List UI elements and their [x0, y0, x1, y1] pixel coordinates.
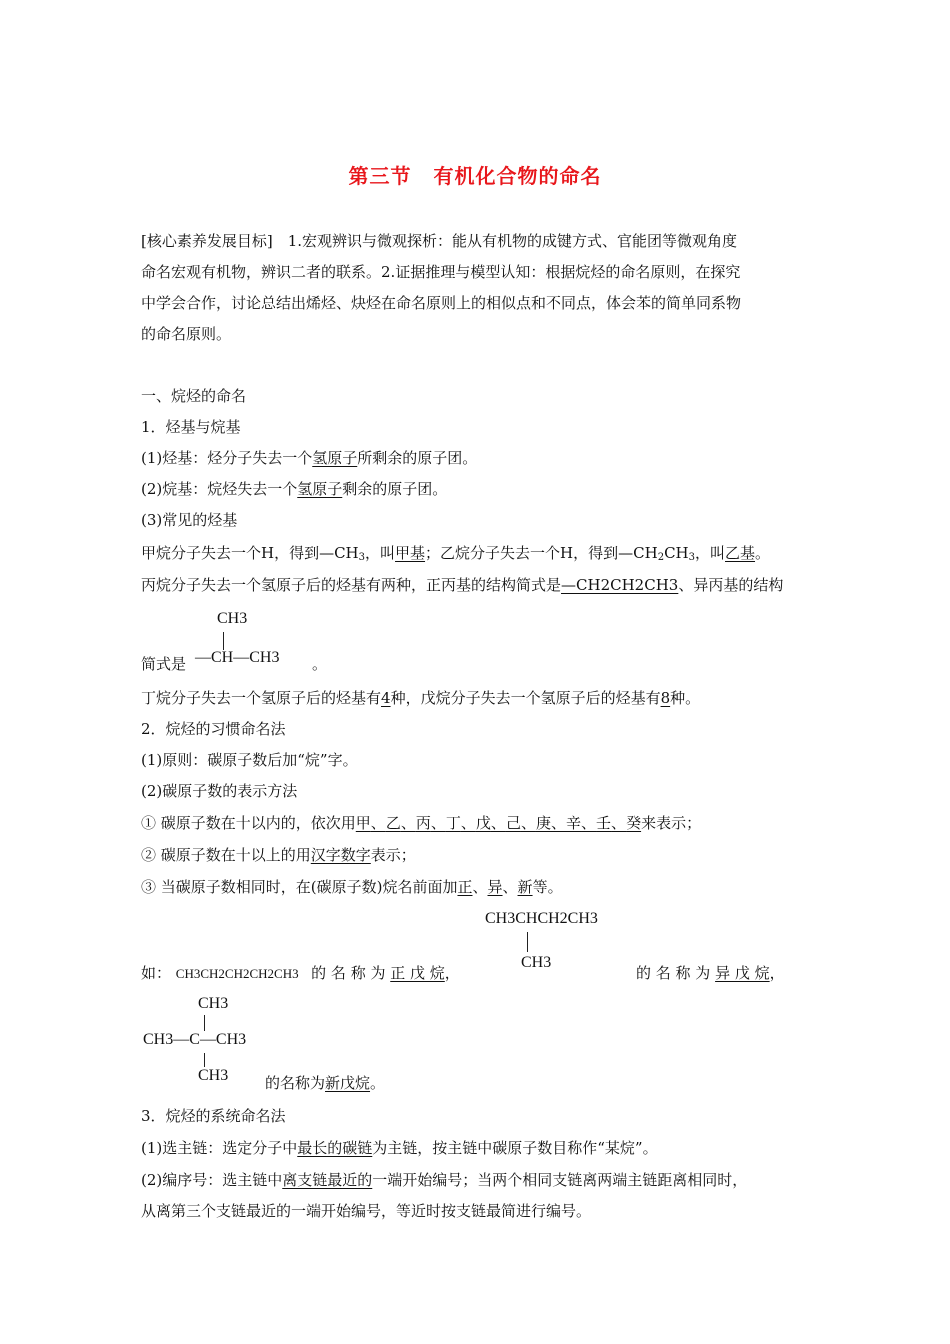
neopentane-mid: CH3—C—CH3: [143, 1031, 247, 1048]
paragraph: (1)原则：碳原子数后加“烷”字。: [141, 751, 358, 769]
paragraph: 丁烷分子失去一个氢原子后的烃基有4种，戊烷分子失去一个氢原子后的烃基有8种。: [141, 689, 701, 707]
subsection-heading: 2．烷烃的习惯命名法: [141, 720, 286, 738]
blank-answer: 新戊烷: [325, 1074, 371, 1092]
blank-answer: 4: [381, 689, 391, 707]
blank-answer: 8: [660, 689, 671, 707]
example-line: 如： CH3CH2CH2CH2CH3 的 名 称 为 正 戊 烷，: [141, 964, 460, 982]
isopropyl-structure: [195, 608, 315, 668]
paragraph: 甲烷分子失去一个H，得到$—CH_3$，叫甲基；乙烷分子失去一个H，得到$—CH_2CH_3$，叫乙基。: [141, 544, 771, 563]
section-heading: 一、烷烃的命名: [141, 387, 247, 405]
isopropyl-chain: —CH—CH3: [195, 649, 280, 666]
page-title: [0, 160, 950, 189]
blank-answer: —CH2CH2CH3: [561, 576, 679, 594]
isopropyl-top: CH3: [217, 610, 248, 627]
title-text: 有机化合物的命名: [433, 164, 602, 188]
blank-answer: 甲、乙、丙、丁、戊、己、庚、辛、壬、癸: [355, 814, 642, 832]
example-line: 的名称为新戊烷。: [265, 1074, 386, 1092]
blank-answer: 汉字数字: [310, 846, 371, 864]
paragraph: (2)烷基：烷烃失去一个氢原子剩余的原子团。: [141, 480, 448, 498]
paragraph: ③ 当碳原子数相同时，在(碳原子数)烷名前面加正、异、新等。: [141, 878, 563, 896]
blank-answer: 正 戊 烷: [390, 964, 445, 982]
title-section: 第三节: [348, 164, 412, 188]
blank-answer: 正: [457, 878, 473, 896]
paragraph: (2)编序号：选主链中离支链最近的一端开始编号；当两个相同支链离两端主链距离相同时，: [141, 1171, 748, 1189]
paragraph: 丙烷分子失去一个氢原子后的烃基有两种，正丙基的结构简式是—CH2CH2CH3、异丙基的结构: [141, 576, 784, 594]
isopentane-main: CH3CHCH2CH3: [485, 910, 598, 927]
subsection-heading: 1．烃基与烷基: [141, 418, 241, 436]
blank-answer: 氢原子: [297, 480, 343, 498]
period: 。: [312, 655, 328, 673]
blank-answer: 异 戊 烷: [715, 964, 770, 982]
isopentane-structure: [485, 908, 635, 978]
example-line: 的 名 称 为 异 戊 烷，: [636, 964, 785, 982]
blank-answer: 异: [487, 878, 503, 896]
paragraph: ② 碳原子数在十以上的用汉字数字表示；: [141, 846, 416, 864]
blank-answer: 新: [517, 878, 533, 896]
subsection-heading: 3．烷烃的系统命名法: [141, 1107, 286, 1125]
isopentane-branch: CH3: [521, 954, 552, 971]
paragraph: 简式是: [141, 655, 187, 673]
intro-line: 中学会合作，讨论总结出烯烃、炔烃在命名原则上的相似点和不同点，体会苯的简单同系物: [141, 294, 742, 312]
intro-line: 的命名原则。: [141, 325, 232, 343]
paragraph: (1)选主链：选定分子中最长的碳链为主链，按主链中碳原子数目称作“某烷”。: [141, 1139, 658, 1157]
neopentane-top: CH3: [198, 995, 229, 1012]
blank-answer: 甲基: [395, 544, 426, 562]
paragraph: (3)常见的烃基: [141, 511, 238, 529]
paragraph: 从离第三个支链最近的一端开始编号，等近时按支链最简进行编号。: [141, 1202, 592, 1220]
paragraph: (2)碳原子数的表示方法: [141, 782, 298, 800]
neopentane-structure: [143, 993, 273, 1088]
blank-answer: 最长的碳链: [297, 1139, 373, 1157]
blank-answer: 乙基: [725, 544, 756, 562]
paragraph: (1)烃基：烃分子失去一个氢原子所剩余的原子团。: [141, 449, 478, 467]
blank-answer: 氢原子: [312, 449, 358, 467]
formula-pentane: CH3CH2CH2CH2CH3: [175, 966, 299, 981]
blank-answer: 离支链最近的: [282, 1171, 373, 1189]
neopentane-bottom: CH3: [198, 1067, 229, 1084]
intro-line: [核心素养发展目标] 1.宏观辨识与微观探析：能从有机物的成键方式、官能团等微观角度: [141, 232, 738, 250]
intro-line: 命名宏观有机物，辨识二者的联系。2.证据推理与模型认知：根据烷烃的命名原则，在探究: [141, 263, 741, 281]
paragraph: ① 碳原子数在十以内的，依次用甲、乙、丙、丁、戊、己、庚、辛、壬、癸来表示；: [141, 814, 702, 832]
